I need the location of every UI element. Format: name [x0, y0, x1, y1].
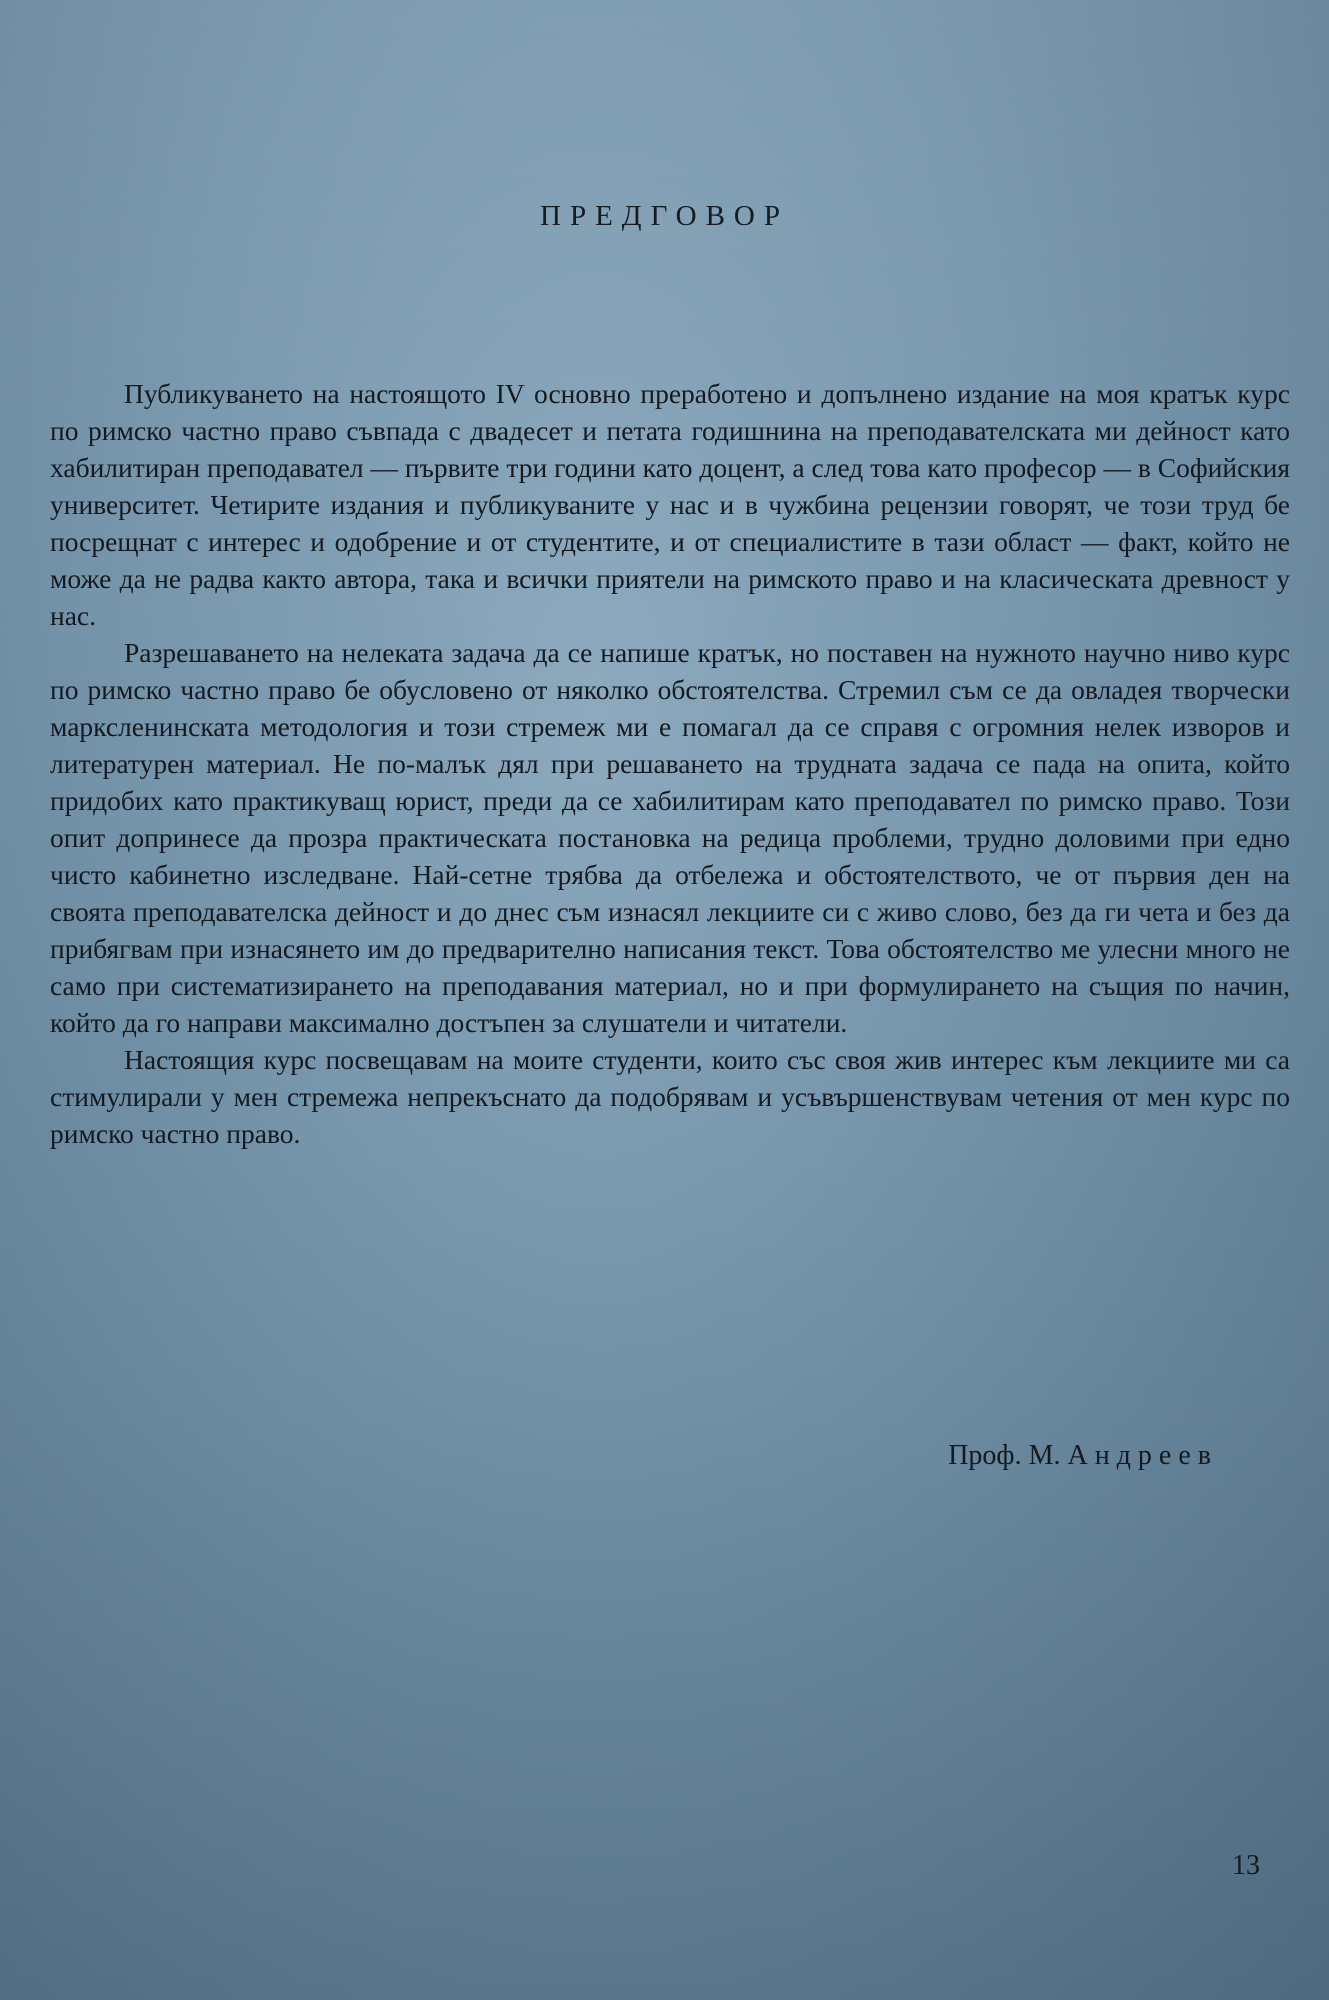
preface-body	[50, 375, 1290, 1152]
signature-title: Проф. М.	[948, 1440, 1061, 1471]
paragraph-3: Настоящия курс посвещавам на моите студенти, които със своя жив интерес към лекциите ми са стимулирали у мен стремежа непрекъснато да подобрявам и усъвършенствувам четения от мен курс по римско частно право.	[50, 1044, 1290, 1149]
page-title: ПРЕДГОВОР	[540, 200, 789, 232]
paragraph-1: Публикуването на настоящото IV основно преработено и допълнено издание на моя кратък курс по римско частно право съвпада с двадесет и петата годишнина на преподавателската ми дейност като хабилитиран преподавател — първите три години като доцент, а след това като професор — в Софийския университет. Четирите издания и публикуваните у нас и в чужбина рецензии говорят, че този труд бе посрещнат с интерес и одобрение и от студентите, и от специалистите в тази област — факт, който не може да не радва както автора, така и всички приятели на римското право и на класическата древност у нас.	[50, 378, 1290, 631]
author-signature	[0, 1440, 1218, 1472]
signature-name: Андреев	[1067, 1440, 1218, 1471]
paragraph-2: Разрешаването на нелеката задача да се напише кратък, но поставен на нужното научно ниво курс по римско частно право бе обусловено от няколко обстоятелства. Стремил съм се да овладея творчески марксленинската методология и този стремеж ми е помагал да се справя с огромния нелек изворов и литературен материал. Не по-малък дял при решаването на трудната задача се пада на опита, който придобих като практикуващ юрист, преди да се хабилитирам като преподавател по римско право. Този опит допринесе да прозра практическата постановка на редица проблеми, трудно доловими при едно чисто кабинетно изследване. Най-сетне трябва да отбележа и обстоятелството, че от първия ден на своята преподавателска дейност и до днес съм изнасял лекциите си с живо слово, без да ги чета и без да прибягвам при изнасянето им до предварително написания текст. Това обстоятелство ме улесни много не само при систематизирането на преподавания материал, но и при формулирането на същия по начин, който да го направи максимално достъпен за слушатели и читатели.	[50, 637, 1290, 1038]
page-number: 13	[1232, 1850, 1260, 1881]
